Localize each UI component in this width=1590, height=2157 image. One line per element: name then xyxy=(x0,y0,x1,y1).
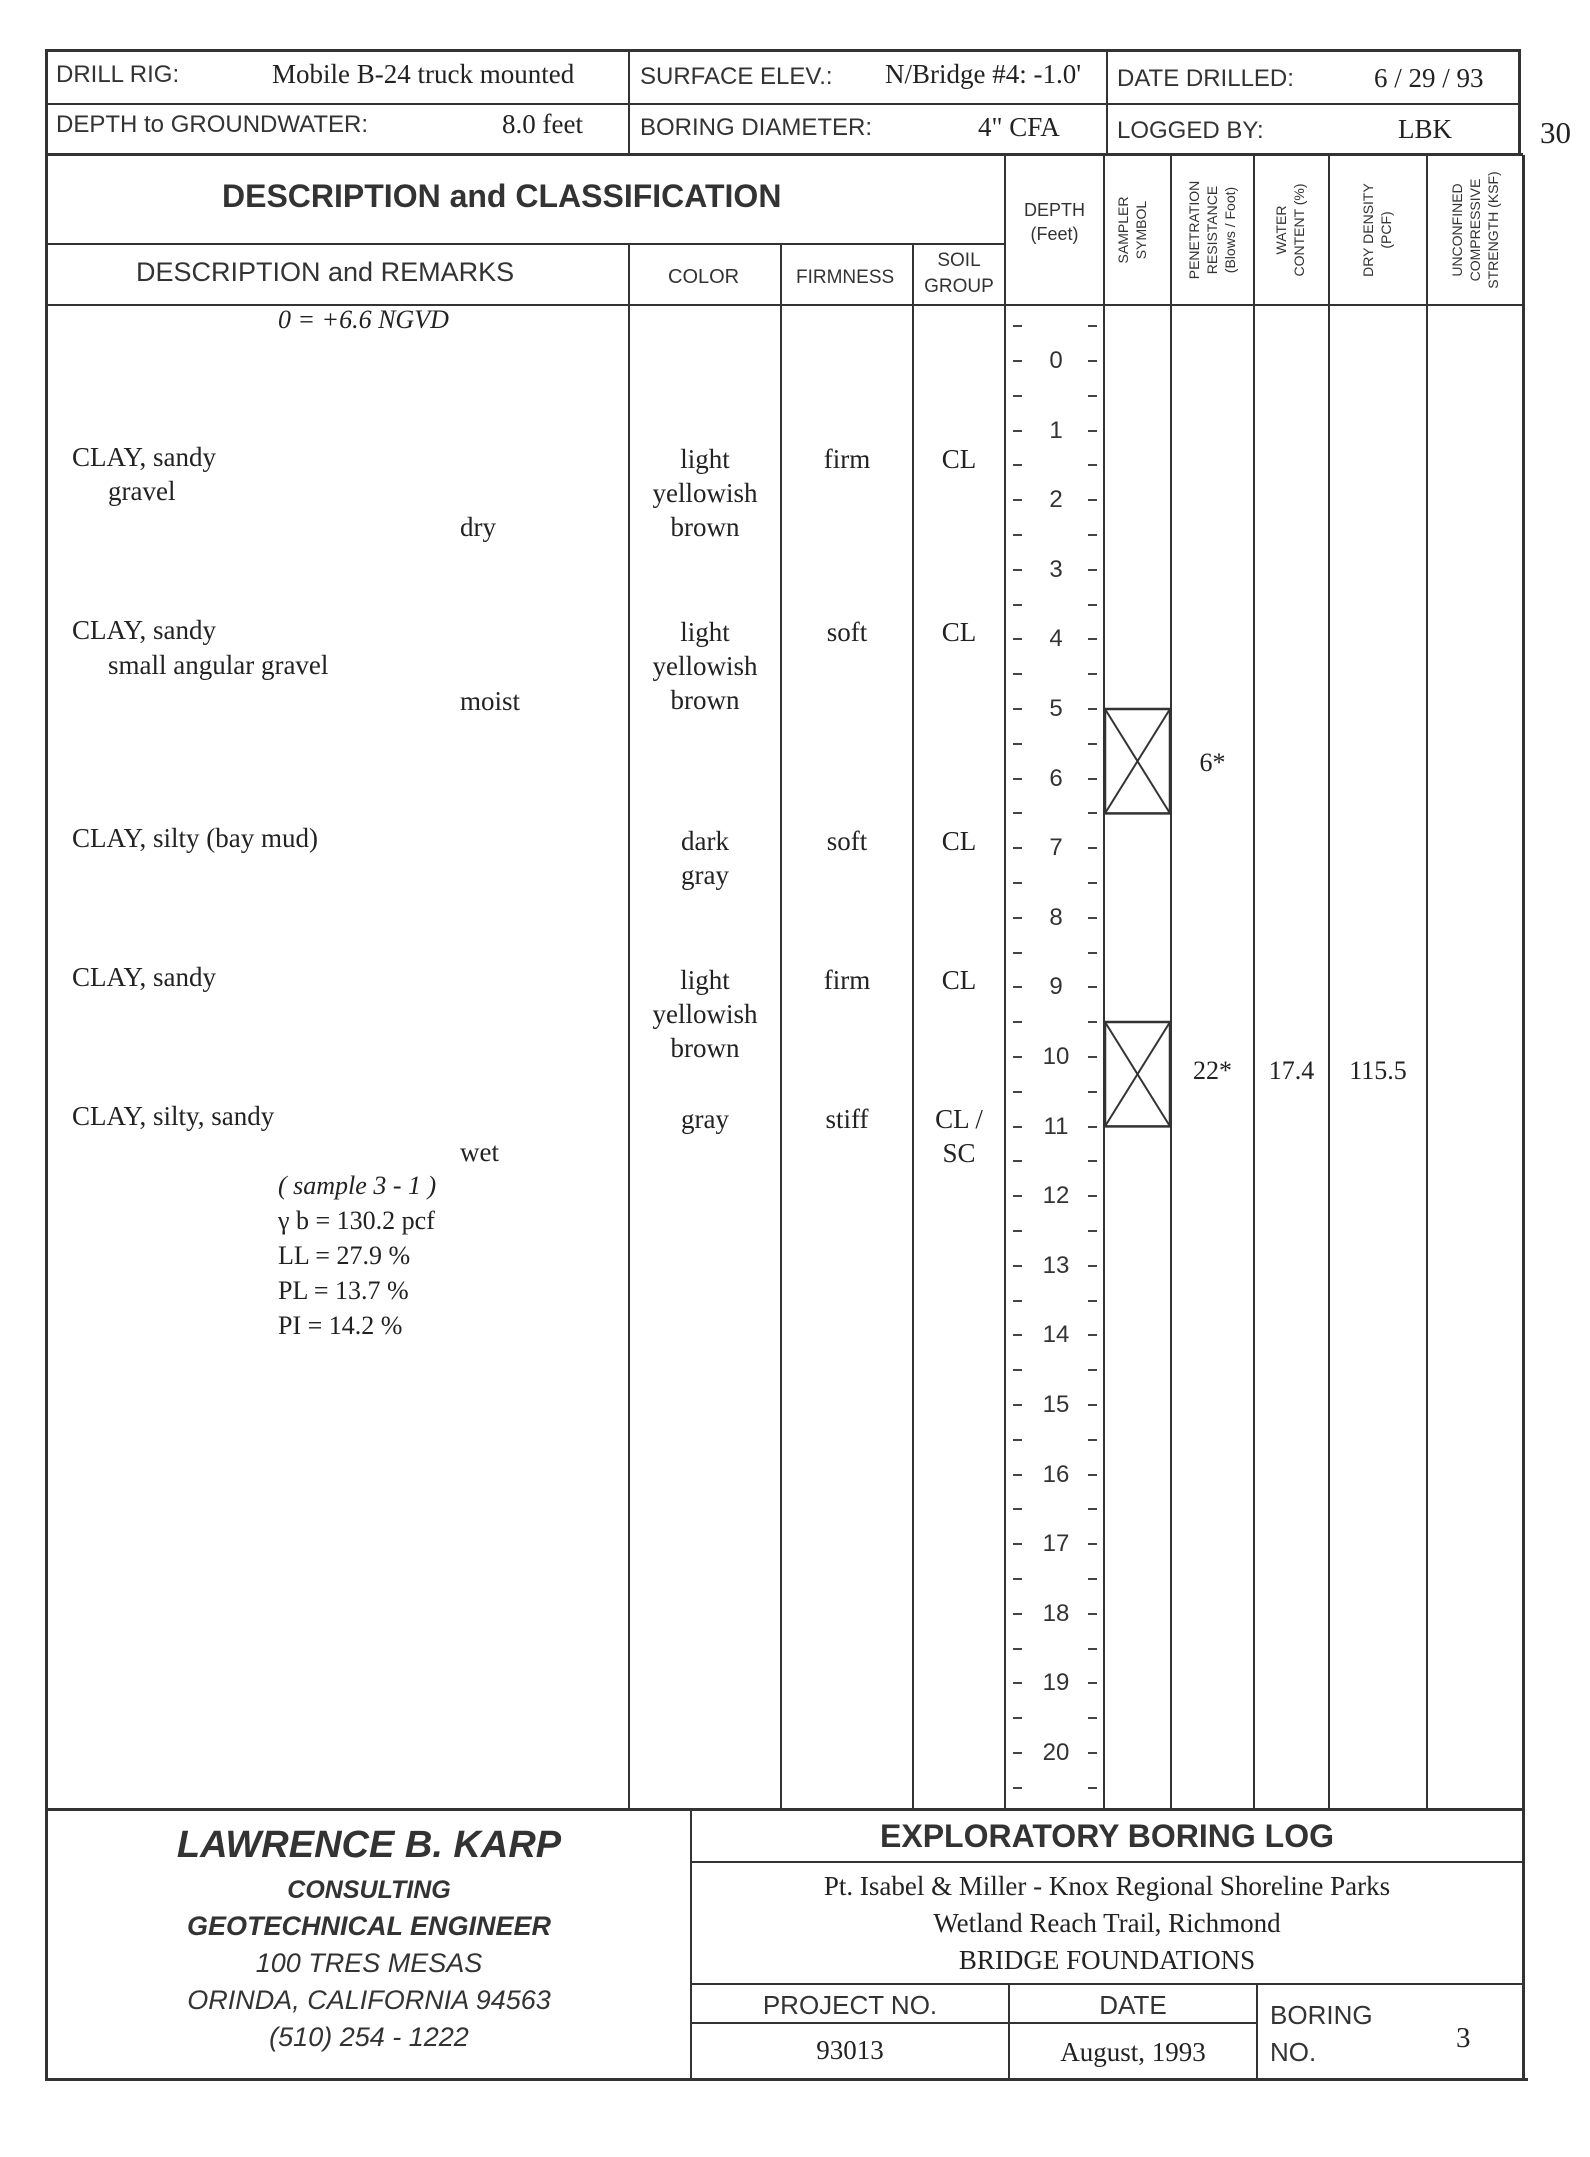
depth-tick-label: 10 xyxy=(1042,1043,1070,1070)
depth-tick-mark xyxy=(1088,1682,1097,1684)
water-content-heading: WATER CONTENT (%) xyxy=(1273,183,1307,277)
layer-3-firmness: soft xyxy=(826,826,868,856)
logged-by-label: LOGGED BY: xyxy=(1117,117,1264,144)
depth-tick-mark xyxy=(1088,778,1097,780)
depth-tick-mark xyxy=(1013,395,1022,397)
sampler-symbol xyxy=(1103,1020,1172,1128)
penetration-value: 6* xyxy=(1199,748,1226,778)
layer-1-color: light yellowish brown xyxy=(652,444,758,542)
date-drilled-label: DATE DRILLED: xyxy=(1117,65,1294,92)
sampler-symbol-heading: SAMPLER SYMBOL xyxy=(1115,196,1149,264)
depth-tick-mark xyxy=(1088,882,1097,884)
depth-tick-label: 0 xyxy=(1049,347,1063,374)
depth-tick-mark xyxy=(1088,430,1097,432)
layer-1-firmness: firm xyxy=(823,444,871,474)
depth-tick-label: 9 xyxy=(1049,973,1063,1001)
depth-heading: DEPTH (Feet) xyxy=(1023,200,1085,244)
depth-tick-mark xyxy=(1088,1334,1097,1336)
depth-tick-mark xyxy=(1088,673,1097,675)
project-line-3: BRIDGE FOUNDATIONS xyxy=(958,1945,1256,1975)
depth-tick-mark xyxy=(1013,1230,1022,1232)
depth-tick-mark xyxy=(1088,1717,1097,1719)
layer-4-firmness: firm xyxy=(823,965,871,995)
depth-tick-mark xyxy=(1013,1717,1022,1719)
depth-tick-mark xyxy=(1088,986,1097,988)
color-heading: COLOR xyxy=(668,266,740,288)
depth-tick-mark xyxy=(1088,812,1097,814)
depth-tick-mark xyxy=(1013,1578,1022,1580)
layer-2-firmness: soft xyxy=(826,617,868,647)
depth-tick-mark xyxy=(1013,882,1022,884)
company-phone: (510) 254 - 1222 xyxy=(269,2022,469,2052)
depth-tick-mark xyxy=(1088,534,1097,536)
depth-tick-mark xyxy=(1088,325,1097,327)
sampler-symbol xyxy=(1103,707,1172,815)
depth-tick-mark xyxy=(1013,1508,1022,1510)
boring-number: 3 xyxy=(1456,2022,1471,2054)
depth-tick-mark xyxy=(1013,812,1022,814)
depth-tick-mark xyxy=(1013,1752,1022,1754)
company-city: ORINDA, CALIFORNIA 94563 xyxy=(187,1985,551,2015)
company-line-3: GEOTECHNICAL ENGINEER xyxy=(186,1911,552,1941)
depth-tick-mark xyxy=(1088,952,1097,954)
date-label: DATE xyxy=(1099,1990,1167,2020)
depth-tick-label: 20 xyxy=(1042,1739,1070,1766)
depth-tick-label: 8 xyxy=(1049,903,1063,931)
depth-tick-label: 17 xyxy=(1042,1530,1070,1558)
depth-tick-label: 11 xyxy=(1043,1112,1069,1140)
log-title: EXPLORATORY BORING LOG xyxy=(880,1818,1334,1854)
depth-tick-mark xyxy=(1013,569,1022,571)
depth-tick-mark xyxy=(1013,638,1022,640)
depth-tick-mark xyxy=(1013,917,1022,919)
depth-tick-mark xyxy=(1088,1543,1097,1545)
depth-tick-mark xyxy=(1088,1265,1097,1267)
depth-tick-mark xyxy=(1088,395,1097,397)
layer-4-description: CLAY, sandy xyxy=(72,962,217,992)
depth-tick-label: 4 xyxy=(1049,625,1063,653)
depth-tick-mark xyxy=(1088,638,1097,640)
depth-tick-label: 16 xyxy=(1042,1460,1070,1488)
boring-diameter-value: 4" CFA xyxy=(978,112,1060,142)
datum-note: 0 = +6.6 NGVD xyxy=(278,305,449,334)
penetration-heading: PENETRATION RESISTANCE (Blows / Foot) xyxy=(1186,180,1238,280)
penetration-value: 22* xyxy=(1193,1056,1232,1086)
company-line-2: CONSULTING xyxy=(287,1876,451,1904)
layer-2-description: CLAY, sandy xyxy=(72,615,217,645)
depth-tick-mark xyxy=(1088,1091,1097,1093)
groundwater-value: 8.0 feet xyxy=(502,109,583,139)
depth-tick-mark xyxy=(1013,360,1022,362)
page-number: 30 xyxy=(1540,115,1571,150)
depth-tick-label: 7 xyxy=(1049,834,1063,862)
boring-diameter-label: BORING DIAMETER: xyxy=(640,114,873,141)
depth-tick-mark xyxy=(1013,708,1022,710)
depth-tick-mark xyxy=(1013,1021,1022,1023)
depth-tick-mark xyxy=(1013,534,1022,536)
depth-tick-mark xyxy=(1088,1648,1097,1650)
depth-tick-mark xyxy=(1088,1508,1097,1510)
layer-2-description-2: small angular gravel xyxy=(108,650,329,680)
depth-tick-mark xyxy=(1088,1578,1097,1580)
surface-elev-value: N/Bridge #4: -1.0' xyxy=(885,59,1082,89)
project-line-1: Pt. Isabel & Miller - Knox Regional Shoreline Parks xyxy=(823,1871,1391,1901)
depth-tick-mark xyxy=(1088,1752,1097,1754)
dry-density-heading: DRY DENSITY (PCF) xyxy=(1360,183,1394,277)
depth-tick-mark xyxy=(1013,1474,1022,1476)
depth-tick-mark xyxy=(1088,708,1097,710)
depth-tick-mark xyxy=(1088,604,1097,606)
layer-5-description: CLAY, silty, sandy xyxy=(72,1101,275,1131)
depth-tick-mark xyxy=(1088,1056,1097,1058)
layer-1-description: CLAY, sandy xyxy=(72,442,217,472)
depth-tick-label: 3 xyxy=(1049,555,1063,583)
plastic-limit: PL = 13.7 % xyxy=(278,1276,409,1305)
depth-tick-mark xyxy=(1013,1265,1022,1267)
layer-1-group: CL xyxy=(941,444,977,474)
depth-tick-mark xyxy=(1088,917,1097,919)
depth-tick-mark xyxy=(1013,1613,1022,1615)
layer-4-group: CL xyxy=(941,965,977,995)
company-address: 100 TRES MESAS xyxy=(255,1948,483,1978)
depth-tick-mark xyxy=(1088,1787,1097,1789)
depth-tick-mark xyxy=(1013,325,1022,327)
unconfined-strength-heading: UNCONFINED COMPRESSIVE STRENGTH (KSF) xyxy=(1449,171,1501,289)
layer-1-moisture: dry xyxy=(460,512,496,542)
depth-tick-mark xyxy=(1013,1126,1022,1128)
depth-tick-label: 6 xyxy=(1049,764,1063,792)
depth-tick-mark xyxy=(1013,1543,1022,1545)
company-block xyxy=(48,1818,690,2056)
drill-rig-value: Mobile B-24 truck mounted xyxy=(272,59,575,89)
sample-notes xyxy=(278,1168,436,1343)
surface-elev-label: SURFACE ELEV.: xyxy=(640,63,833,90)
depth-tick-mark xyxy=(1013,1056,1022,1058)
layer-5-firmness: stiff xyxy=(825,1104,869,1134)
depth-tick-mark xyxy=(1013,986,1022,988)
depth-tick-label: 18 xyxy=(1042,1599,1070,1627)
layer-3-color: dark gray xyxy=(681,826,729,890)
depth-tick-mark xyxy=(1088,1195,1097,1197)
depth-tick-mark xyxy=(1088,1230,1097,1232)
depth-tick-mark xyxy=(1013,1300,1022,1302)
depth-tick-label: 14 xyxy=(1042,1321,1070,1349)
depth-tick-mark xyxy=(1088,360,1097,362)
plasticity-index: PI = 14.2 % xyxy=(278,1311,403,1340)
depth-tick-mark xyxy=(1088,1369,1097,1371)
project-no-label: PROJECT NO. xyxy=(762,1990,938,2020)
depth-tick-mark xyxy=(1088,569,1097,571)
depth-tick-label: 1 xyxy=(1049,416,1063,444)
depth-tick-mark xyxy=(1013,430,1022,432)
sample-id: ( sample 3 - 1 ) xyxy=(278,1171,437,1200)
project-no-value: 93013 xyxy=(816,2035,884,2065)
boring-label: BORING NO. xyxy=(1270,2000,1373,2067)
depth-tick-label: 12 xyxy=(1042,1182,1070,1210)
depth-tick-mark xyxy=(1088,1613,1097,1615)
depth-tick-mark xyxy=(1013,1404,1022,1406)
depth-tick-mark xyxy=(1013,847,1022,849)
groundwater-label: DEPTH to GROUNDWATER: xyxy=(56,111,369,138)
depth-tick-mark xyxy=(1088,1160,1097,1162)
depth-tick-mark xyxy=(1088,1439,1097,1441)
layer-4-color: light yellowish brown xyxy=(652,965,758,1063)
depth-tick-mark xyxy=(1088,743,1097,745)
depth-tick-mark xyxy=(1013,1334,1022,1336)
liquid-limit: LL = 27.9 % xyxy=(278,1241,411,1270)
bulk-unit-weight: γ b = 130.2 pcf xyxy=(278,1206,435,1235)
depth-tick-mark xyxy=(1013,1439,1022,1441)
desc-remarks-heading: DESCRIPTION and REMARKS xyxy=(136,257,515,287)
depth-tick-mark xyxy=(1088,847,1097,849)
section-title: DESCRIPTION and CLASSIFICATION xyxy=(222,178,782,214)
layer-5-color: gray xyxy=(681,1104,729,1134)
depth-tick-mark xyxy=(1088,1126,1097,1128)
layer-1-description-2: gravel xyxy=(108,476,176,506)
depth-tick-mark xyxy=(1088,1021,1097,1023)
depth-tick-mark xyxy=(1013,1787,1022,1789)
depth-tick-mark xyxy=(1088,1474,1097,1476)
layer-3-description: CLAY, silty (bay mud) xyxy=(72,823,319,853)
depth-tick-mark xyxy=(1013,1682,1022,1684)
logged-by-value: LBK xyxy=(1398,114,1452,144)
layer-3-group: CL xyxy=(941,826,977,856)
date-drilled-value: 6 / 29 / 93 xyxy=(1374,63,1484,93)
layer-5-group: CL / SC xyxy=(935,1104,983,1168)
layer-2-group: CL xyxy=(941,617,977,647)
depth-tick-label: 2 xyxy=(1049,486,1063,514)
depth-tick-mark xyxy=(1013,952,1022,954)
soil-group-heading: SOIL GROUP xyxy=(924,250,994,297)
layer-2-moisture: moist xyxy=(460,686,521,716)
depth-tick-mark xyxy=(1013,464,1022,466)
depth-tick-mark xyxy=(1013,1369,1022,1371)
depth-tick-mark xyxy=(1013,778,1022,780)
project-line-2: Wetland Reach Trail, Richmond xyxy=(933,1908,1281,1938)
depth-tick-label: 13 xyxy=(1042,1251,1070,1279)
depth-tick-mark xyxy=(1088,499,1097,501)
firmness-heading: FIRMNESS xyxy=(796,267,895,288)
company-name: LAWRENCE B. KARP xyxy=(176,1824,562,1866)
depth-tick-label: 5 xyxy=(1049,695,1063,722)
project-description xyxy=(692,1868,1522,1979)
depth-tick-mark xyxy=(1088,1404,1097,1406)
depth-tick-label: 15 xyxy=(1042,1391,1070,1418)
water-content-value: 17.4 xyxy=(1268,1056,1315,1086)
layer-5-moisture: wet xyxy=(460,1137,499,1167)
depth-tick-mark xyxy=(1013,673,1022,675)
layer-2-color: light yellowish brown xyxy=(652,617,758,715)
depth-tick-mark xyxy=(1013,604,1022,606)
depth-tick-mark xyxy=(1013,743,1022,745)
date-value: August, 1993 xyxy=(1060,2037,1206,2067)
depth-tick-mark xyxy=(1013,1648,1022,1650)
drill-rig-label: DRILL RIG: xyxy=(56,61,180,88)
depth-tick-mark xyxy=(1013,1195,1022,1197)
depth-tick-mark xyxy=(1088,464,1097,466)
depth-tick-label: 19 xyxy=(1042,1669,1070,1697)
depth-tick-mark xyxy=(1013,499,1022,501)
dry-density-value: 115.5 xyxy=(1349,1056,1407,1086)
depth-tick-mark xyxy=(1013,1091,1022,1093)
depth-tick-mark xyxy=(1013,1160,1022,1162)
depth-tick-mark xyxy=(1088,1300,1097,1302)
